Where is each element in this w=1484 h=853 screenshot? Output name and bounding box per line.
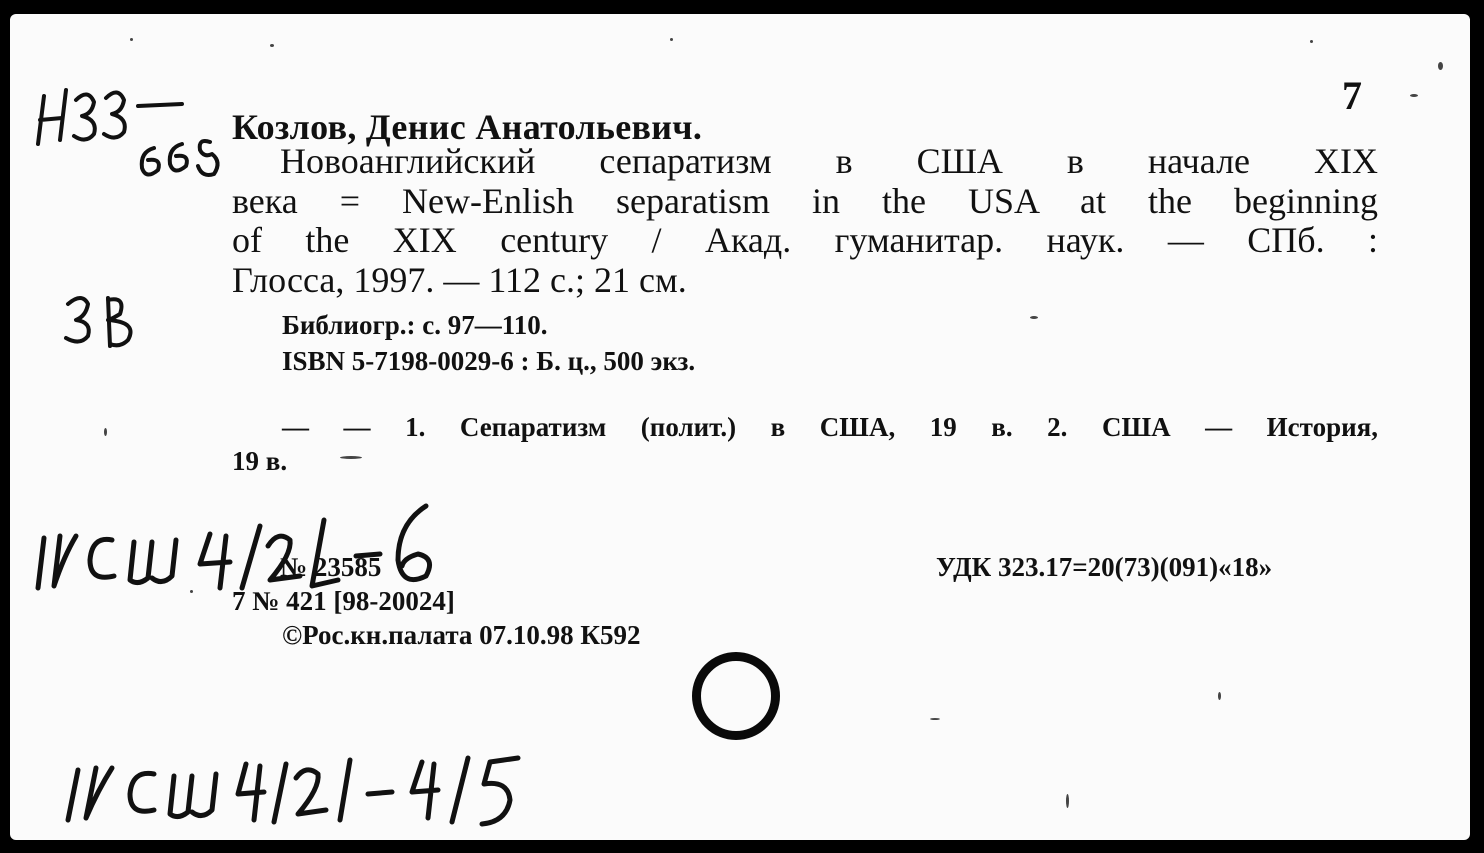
handwritten-call-number [32,78,232,188]
scan-speck [270,44,274,47]
title-line: Глосса, 1997. — 112 с.; 21 см. [232,259,687,300]
title-line: века = New-Enlish separatism in the USA at the beginning [232,180,1378,221]
title-line: Новоанглийский сепаратизм в США в начале XIX [280,141,1378,181]
author-heading: Козлов, Денис Анатольевич. [232,107,703,147]
scan-speck [1218,692,1221,700]
subject-line: — — 1. Сепаратизм (полит.) в США, 19 в. 2. США — История, [282,412,1378,442]
scan-speck [1310,40,1313,43]
copyright-line: ©Рос.кн.палата 07.10.98 К592 [282,620,641,650]
subject-headings [232,410,1378,478]
udk-code: УДК 323.17=20(73)(091)«18» [936,552,1273,582]
bibliography-note: Библиогр.: с. 97—110. [282,310,548,340]
scan-speck [1030,316,1038,319]
scan-speck [340,456,362,459]
card-punch-hole [692,652,780,740]
scan-speck [1438,62,1443,70]
subject-line: 19 в. [232,446,288,476]
handwritten-shelf-mark-1 [34,496,454,596]
title-block [232,142,1378,300]
scan-speck [1410,94,1418,97]
scan-speck [670,38,673,41]
catalog-card [10,14,1470,840]
card-number: 7 [1342,73,1362,118]
scan-speck [130,38,133,41]
record-number: № 23585 [280,552,382,582]
title-line: of the XIX century / Акад. гуманитар. наук. — СПб. : [232,220,1378,260]
handwritten-margin-mark [58,290,158,360]
scan-speck [1066,794,1069,808]
scan-speck [104,428,107,436]
handwritten-shelf-mark-2 [50,740,530,830]
scan-speck [190,590,193,593]
isbn-line: ISBN 5-7198-0029-6 : Б. ц., 500 экз. [282,346,696,376]
scan-speck [930,718,940,720]
second-number: 7 № 421 [98-20024] [232,586,455,616]
